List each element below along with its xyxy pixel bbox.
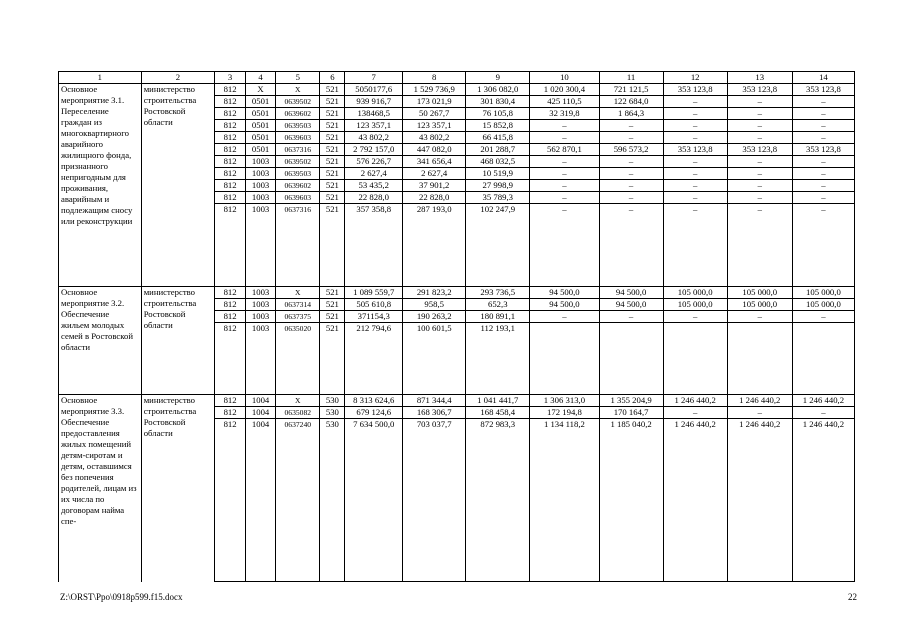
table-cell: – [530,168,599,180]
table-cell: 521 [320,204,345,287]
table-cell: 37 901,2 [403,180,466,192]
column-number: 12 [663,72,727,84]
table-cell: X [276,84,320,96]
table-cell: X [246,84,276,96]
table-cell: 812 [215,323,246,394]
executor-name: министерство строительства Ростовской области [141,84,214,287]
page-number: 22 [848,592,857,602]
table-cell: 0637314 [276,299,320,311]
table-cell: 1003 [246,180,276,192]
table-cell: – [663,406,727,418]
table-cell: 521 [320,299,345,311]
table-cell: 0501 [246,144,276,156]
table-cell: – [663,132,727,144]
table-cell: 1003 [246,204,276,287]
table-cell: – [663,108,727,120]
table-cell: 812 [215,156,246,168]
table-cell: 521 [320,120,345,132]
table-cell: 43 802,2 [403,132,466,144]
table-cell: 652,3 [466,299,530,311]
table-cell: – [792,168,854,180]
table-cell: 94 500,0 [530,299,599,311]
table-cell: 812 [215,84,246,96]
table-cell: 0639503 [276,120,320,132]
table-row [59,84,855,96]
table-cell: 173 021,9 [403,96,466,108]
table-cell: 353 123,8 [663,144,727,156]
table-cell: – [727,156,792,168]
column-number: 2 [141,72,214,84]
table-cell: 0639603 [276,132,320,144]
table-cell: 123 357,1 [403,120,466,132]
table-cell: 53 435,2 [345,180,403,192]
table-cell: 66 415,8 [466,132,530,144]
column-number: 6 [320,72,345,84]
table-cell: – [727,311,792,323]
table-cell: 138468,5 [345,108,403,120]
table-cell: 0637375 [276,311,320,323]
table-cell: 812 [215,394,246,406]
table-cell: 871 344,4 [403,394,466,406]
table-cell: 180 891,1 [466,311,530,323]
table-cell: 562 870,1 [530,144,599,156]
table-cell: – [792,406,854,418]
table-row [59,394,855,406]
table-cell: – [727,406,792,418]
table-cell: – [663,168,727,180]
table-cell: 1003 [246,323,276,394]
table-cell: – [530,156,599,168]
table-cell: 812 [215,108,246,120]
table-cell: 521 [320,168,345,180]
table-cell: 0639603 [276,192,320,204]
table-cell: 168 458,4 [466,406,530,418]
table-cell: 812 [215,132,246,144]
table-cell: 1 246 440,2 [792,394,854,406]
table-cell: 122 684,0 [599,96,663,108]
table-cell: – [599,180,663,192]
column-number: 1 [59,72,142,84]
table-cell: 812 [215,406,246,418]
table-cell: 168 306,7 [403,406,466,418]
table-cell: 212 794,6 [345,323,403,394]
table-cell: – [663,204,727,287]
table-cell: 100 601,5 [403,323,466,394]
table-cell: – [599,311,663,323]
table-cell: 521 [320,144,345,156]
table-cell: 190 263,2 [403,311,466,323]
table-cell: 0635082 [276,406,320,418]
table-cell: 8 313 624,6 [345,394,403,406]
table-cell: 0637240 [276,418,320,581]
table-cell: 1004 [246,418,276,581]
table-cell: 530 [320,418,345,581]
table-cell: 1 246 440,2 [727,394,792,406]
table-cell: – [792,311,854,323]
table-cell: 94 500,0 [530,287,599,299]
table-cell: 530 [320,394,345,406]
table-cell: – [792,132,854,144]
table-cell: 521 [320,287,345,299]
table-cell: 105 000,0 [727,299,792,311]
table-cell: 22 828,0 [403,192,466,204]
table-cell: 521 [320,156,345,168]
table-cell: 7 634 500,0 [345,418,403,581]
table-cell: 958,5 [403,299,466,311]
table-cell: – [663,96,727,108]
table-cell: 812 [215,120,246,132]
table-cell: 505 610,8 [345,299,403,311]
column-number: 9 [466,72,530,84]
table-cell: 468 032,5 [466,156,530,168]
table-cell: 291 823,2 [403,287,466,299]
table-cell: – [599,132,663,144]
table-cell: 123 357,1 [345,120,403,132]
table-cell: 2 792 157,0 [345,144,403,156]
table-cell: 703 037,7 [403,418,466,581]
column-number: 13 [727,72,792,84]
table-cell: 15 852,8 [466,120,530,132]
table-cell: – [530,132,599,144]
table-cell: 1 246 440,2 [727,418,792,581]
table-cell: 425 110,5 [530,96,599,108]
table-cell: 812 [215,168,246,180]
table-cell: 105 000,0 [792,299,854,311]
table-cell: 27 998,9 [466,180,530,192]
table-cell: 812 [215,192,246,204]
table-cell [599,323,663,394]
table-cell: 521 [320,323,345,394]
table-cell: 105 000,0 [727,287,792,299]
table-cell: 357 358,8 [345,204,403,287]
table-cell: 1 185 040,2 [599,418,663,581]
table-cell: 1003 [246,287,276,299]
table-cell: – [792,156,854,168]
table-cell: 10 519,9 [466,168,530,180]
table-cell [727,323,792,394]
table-cell: 939 916,7 [345,96,403,108]
table-cell: 2 627,4 [403,168,466,180]
table-cell: – [530,192,599,204]
table-cell: 1 089 559,7 [345,287,403,299]
table-cell: 22 828,0 [345,192,403,204]
table-cell: 1 529 736,9 [403,84,466,96]
executor-name: министерство строительства Ростовской области [141,287,214,394]
table-cell: 0501 [246,120,276,132]
column-number: 8 [403,72,466,84]
table-cell: – [530,204,599,287]
table-cell: – [792,192,854,204]
table-cell: – [792,204,854,287]
table-cell: – [530,180,599,192]
table-cell: 0639602 [276,108,320,120]
table-cell: 0501 [246,96,276,108]
table-cell: 812 [215,418,246,581]
table-cell: 521 [320,180,345,192]
table-cell: 112 193,1 [466,323,530,394]
table-cell: 353 123,8 [663,84,727,96]
table-cell: 0639602 [276,180,320,192]
table-cell: – [792,120,854,132]
column-number: 3 [215,72,246,84]
table-cell: 1003 [246,311,276,323]
table-cell: 521 [320,96,345,108]
table-cell: – [727,180,792,192]
table-cell: 76 105,8 [466,108,530,120]
table-cell: 0639502 [276,156,320,168]
table-cell: 679 124,6 [345,406,403,418]
table-cell: 2 627,4 [345,168,403,180]
table-cell: 353 123,8 [727,144,792,156]
measure-name: Основное мероприятие 3.3. Обеспечение предоставления жилых помещений детям-сиротам и детям, оставшимся без попечения родителей, лицам из их числа по договорам найма спе- [59,394,142,582]
table-cell: 1003 [246,299,276,311]
table-cell: – [599,192,663,204]
table-cell: 812 [215,96,246,108]
table-cell: – [727,108,792,120]
table-cell: 812 [215,299,246,311]
table-cell: 521 [320,132,345,144]
column-number: 10 [530,72,599,84]
table-cell: 1003 [246,156,276,168]
table-cell: 172 194,8 [530,406,599,418]
table-cell: 0637316 [276,144,320,156]
measure-name: Основное мероприятие 3.1. Переселение граждан из многоквартирного аварийного жилищного фонда, признанного непригодным для проживания, аварийным и подлежащим сносу или реконструкции [59,84,142,287]
table-cell: 32 319,8 [530,108,599,120]
table-cell: 812 [215,287,246,299]
column-number: 7 [345,72,403,84]
table-cell: 43 802,2 [345,132,403,144]
table-cell: – [792,108,854,120]
table-cell: 596 573,2 [599,144,663,156]
table-cell [792,323,854,394]
column-number: 11 [599,72,663,84]
table-cell: 1 020 300,4 [530,84,599,96]
table-cell: 35 789,3 [466,192,530,204]
table-cell: 353 123,8 [792,84,854,96]
table-cell: 1 246 440,2 [663,418,727,581]
table-cell: – [663,311,727,323]
table-cell: 287 193,0 [403,204,466,287]
table-cell: 521 [320,192,345,204]
table-cell: – [663,120,727,132]
executor-name: министерство строительства Ростовской области [141,394,214,582]
table-cell: – [599,168,663,180]
file-path: Z:\ORST\Ppo\0918p599.f15.docx [60,592,183,602]
table-cell: 293 736,5 [466,287,530,299]
table-cell: 812 [215,204,246,287]
table-cell: 812 [215,180,246,192]
column-number: 5 [276,72,320,84]
table-cell: 812 [215,311,246,323]
table-cell: – [663,180,727,192]
table-cell: 105 000,0 [663,299,727,311]
table-cell: 1 864,3 [599,108,663,120]
table-cell: 872 983,3 [466,418,530,581]
table-cell: 353 123,8 [792,144,854,156]
table-cell: 94 500,0 [599,287,663,299]
table-cell: 341 656,4 [403,156,466,168]
table-cell: 170 164,7 [599,406,663,418]
table-cell [663,323,727,394]
table-cell: 530 [320,406,345,418]
table-cell: – [599,120,663,132]
table-cell: – [663,156,727,168]
column-number: 14 [792,72,854,84]
table-cell: – [530,120,599,132]
table-cell: – [530,311,599,323]
budget-table [58,71,855,582]
table-cell: – [727,168,792,180]
table-cell: – [599,156,663,168]
table-cell: 0639502 [276,96,320,108]
table-cell: 1 246 440,2 [663,394,727,406]
table-body [59,72,855,582]
table-cell: 521 [320,84,345,96]
table-cell: 94 500,0 [599,299,663,311]
table-cell: 1 306 313,0 [530,394,599,406]
table-cell: 1004 [246,406,276,418]
table-cell: – [792,96,854,108]
table-cell: 50 267,7 [403,108,466,120]
table-cell: X [276,287,320,299]
table-cell: 353 123,8 [727,84,792,96]
table-cell [530,323,599,394]
table-cell: – [727,120,792,132]
table-cell: 0501 [246,132,276,144]
table-cell: – [727,96,792,108]
table-cell: 1 355 204,9 [599,394,663,406]
table-cell: – [727,132,792,144]
table-cell: 201 288,7 [466,144,530,156]
table-cell: – [599,204,663,287]
table-cell: 812 [215,144,246,156]
table-cell: 0637316 [276,204,320,287]
table-cell: 1 246 440,2 [792,418,854,581]
column-number-row [59,72,855,84]
column-number: 4 [246,72,276,84]
table-cell: 102 247,9 [466,204,530,287]
table-cell: – [727,204,792,287]
table-cell: 721 121,5 [599,84,663,96]
table-cell: X [276,394,320,406]
table-cell: 447 082,0 [403,144,466,156]
measure-name: Основное мероприятие 3.2. Обеспечение жильем молодых семей в Ростовской области [59,287,142,394]
table-cell: 521 [320,311,345,323]
table-cell: – [792,180,854,192]
table-cell: 105 000,0 [663,287,727,299]
table-cell: 1004 [246,394,276,406]
table-cell: 1 306 082,0 [466,84,530,96]
table-cell: 371154,3 [345,311,403,323]
table-cell: 0639503 [276,168,320,180]
table-cell: 0635020 [276,323,320,394]
table-cell: 576 226,7 [345,156,403,168]
table-cell: 301 830,4 [466,96,530,108]
table-cell: 0501 [246,108,276,120]
table-cell: 521 [320,108,345,120]
table-cell: 1003 [246,168,276,180]
table-row [59,287,855,299]
table-cell: – [727,192,792,204]
table-cell: – [663,192,727,204]
table-cell: 1003 [246,192,276,204]
table-cell: 1 134 118,2 [530,418,599,581]
table-cell: 105 000,0 [792,287,854,299]
table-cell: 1 041 441,7 [466,394,530,406]
table-cell: 5050177,6 [345,84,403,96]
